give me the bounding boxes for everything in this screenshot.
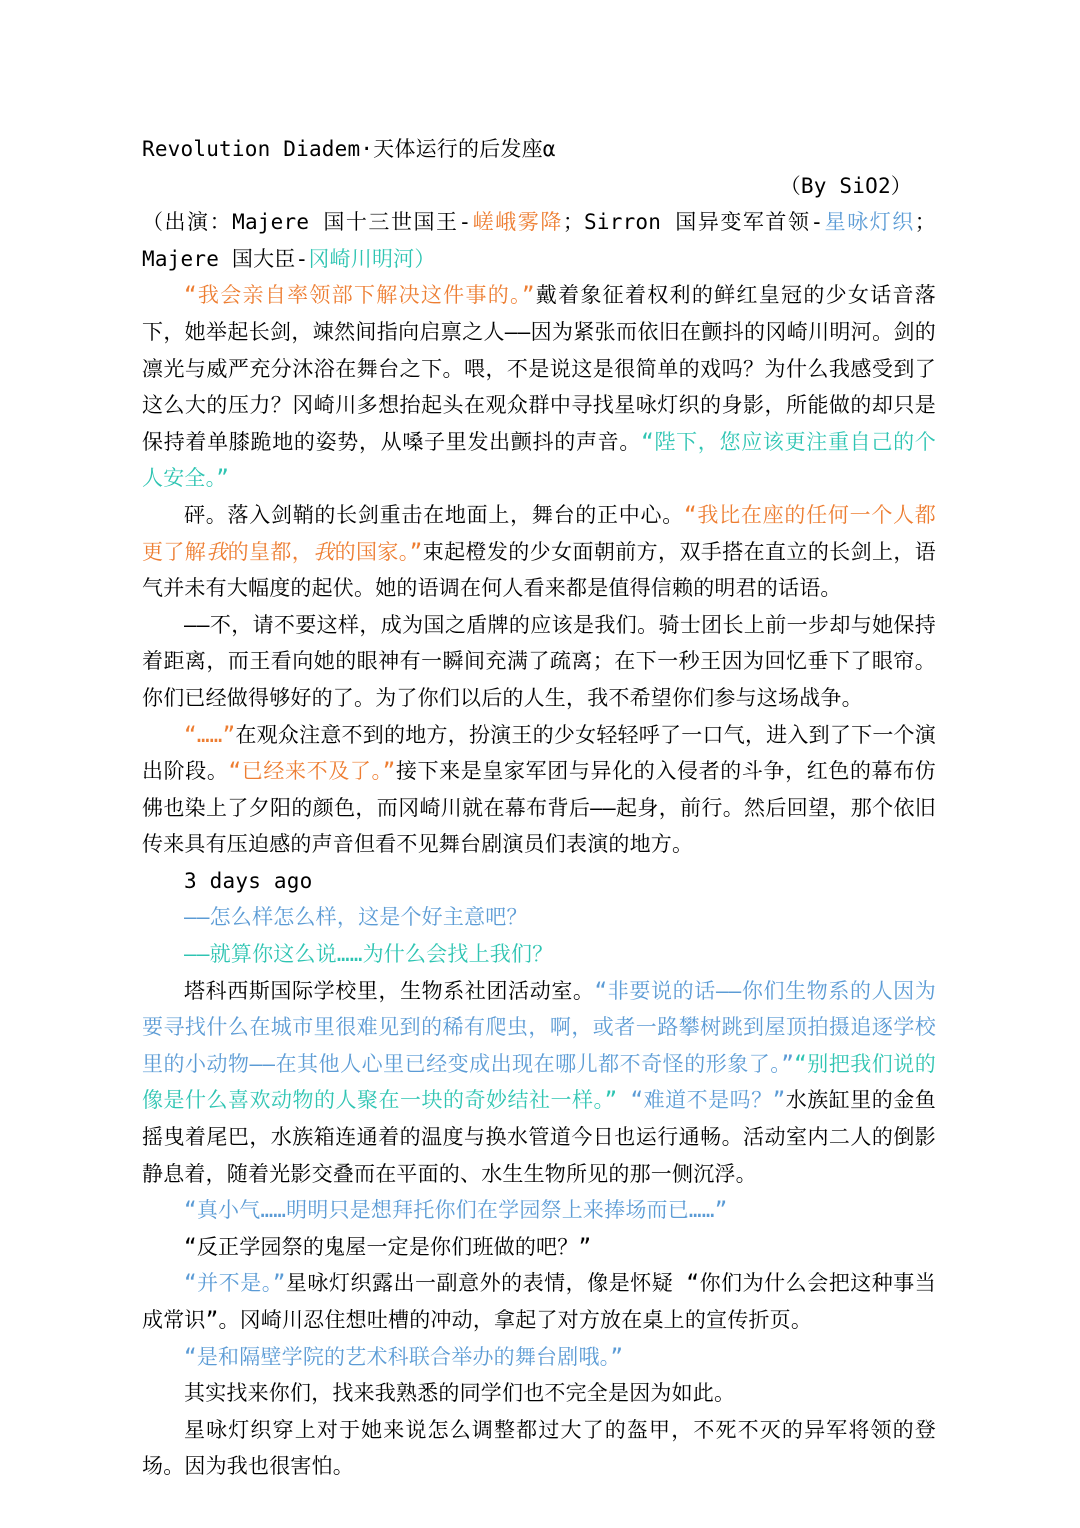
text-segment: “是和隔壁学院的艺术科联合举办的舞台剧哦。” <box>184 1344 624 1369</box>
dialogue-blue-2 <box>142 1192 936 1229</box>
text-segment: ——不，请不要这样，成为国之盾牌的应该是我们。骑士团长上前一步却与她保持着距离，而王看向她的眼神有一瞬间充满了疏离；在下一秒王因为回忆垂下了眼帘。你们已经做得够好的了。为了你们以后的人生，我不希望你们参与这场战争。 <box>142 612 936 710</box>
text-segment: 嵯峨雾降 <box>471 210 563 235</box>
text-segment: 在观众注意不到的地方，扮演王的少女轻轻呼了一口气，进入到了下一个演出阶段。 <box>142 722 936 784</box>
paragraph-clubroom <box>142 973 936 1193</box>
paragraph-final <box>142 1412 936 1485</box>
text-segment: “已经来不及了。” <box>228 759 396 784</box>
text-segment: 的国家。” <box>334 539 423 564</box>
cast-line <box>142 204 936 277</box>
text-segment: “并不是。” <box>184 1271 286 1296</box>
text-segment: ；Sirron 国异变军首领- <box>562 210 824 235</box>
text-segment: 束起橙发的少女面朝前方，双手搭在直立的长剑上，语气并未有大幅度的起伏。她的语调在何人看来都是值得信赖的明君的话语。 <box>142 539 936 601</box>
text-segment: 3 days ago <box>184 868 313 893</box>
text-segment: 星咏灯织穿上对于她来说怎么调整都过大了的盔甲，不死不灭的异军将领的登场。因为我也很害怕。 <box>142 1417 936 1479</box>
text-segment: “我会亲自率领部下解决这件事的。” <box>184 283 535 308</box>
text-segment: “我比在座的任何一个人都更了解 <box>142 502 936 564</box>
text-segment: “非要说的话——你们生物系的人因为要寻找什么在城市里很难见到的稀有爬虫，啊，或者一路攀树跳到屋顶拍摄追逐学校里的小动物——在其他人心里已经变成出现在哪儿都不奇怪的形象了。” <box>142 978 936 1076</box>
dialogue-black-1 <box>142 1229 936 1266</box>
text-segment: 的皇都， <box>227 539 314 564</box>
paragraph-reason <box>142 1375 936 1412</box>
text-segment: 冈崎川明河） <box>308 246 436 271</box>
text-segment: 戴着象征着权利的鲜红皇冠的少女话音落下，她举起长剑，竦然间指向启禀之人——因为紧张而依旧在颤抖的冈崎川明河。剑的凛光与威严充分沐浴在舞台之下。喂，不是说这是很简单的戏吗？为什么我感受到了这么大的压力？冈崎川多想抬起头在观众群中寻找星咏灯织的身影，所能做的却只是保持着单膝跪地的姿势，从嗓子里发出颤抖的声音。 <box>142 283 936 454</box>
paragraphs <box>142 204 936 1485</box>
text-segment: ；Majere 国大臣- <box>142 210 936 271</box>
text-segment: 星咏灯织 <box>823 210 915 235</box>
paragraph-stage-4 <box>142 717 936 863</box>
text-segment: “真小气……明明只是想拜托你们在学园祭上来捧场而已……” <box>184 1198 728 1223</box>
dialogue-teal-1 <box>142 936 936 973</box>
text-segment: 我 <box>206 539 228 564</box>
text-segment: “难道不是吗？” <box>617 1088 786 1113</box>
text-segment: ——怎么样怎么样，这是个好主意吧？ <box>184 905 528 930</box>
document-title: Revolution Diadem·天体运行的后发座α <box>142 137 556 161</box>
text-segment: “别把我们说的像是什么喜欢动物的人聚在一块的奇妙结社一样。” <box>142 1051 937 1113</box>
text-segment: 其实找来你们，找来我熟悉的同学们也不完全是因为如此。 <box>184 1381 736 1406</box>
paragraph-stage-2 <box>142 497 936 607</box>
text-segment: 水族缸里的金鱼摇曳着尾巴，水族箱连通着的温度与换水管道今日也运行通畅。活动室内二人的倒影静息着，随着光影交叠而在平面的、水生生物所见的那一侧沉浮。 <box>142 1088 937 1186</box>
dialogue-blue-3 <box>142 1339 936 1376</box>
timestamp-line <box>142 863 936 900</box>
paragraph-stage-3 <box>142 607 936 717</box>
text-segment: 接下来是皇家军团与异化的入侵者的斗争，红色的幕布仿佛也染上了夕阳的颜色，而冈崎川就在幕布背后——起身，前行。然后回望，那个依旧传来具有压迫感的声音但看不见舞台剧演员们表演的地方。 <box>142 759 937 857</box>
byline: （By SiO2） <box>779 173 912 198</box>
paragraph-denial <box>142 1265 936 1338</box>
text-segment: ——就算你这么说……为什么会找上我们？ <box>184 942 554 967</box>
text-segment: “反正学园祭的鬼屋一定是你们班做的吧？” <box>184 1234 592 1259</box>
text-segment: “……” <box>184 722 236 747</box>
paragraph-stage-1 <box>142 277 936 497</box>
text-segment: “陛下，您应该更注重自己的个人安全。” <box>142 429 936 491</box>
text-segment: 塔科西斯国际学校里，生物系社团活动室。 <box>184 978 595 1003</box>
text-segment: 砰。落入剑鞘的长剑重击在地面上，舞台的正中心。 <box>184 502 685 527</box>
dialogue-blue-1 <box>142 899 936 936</box>
text-segment: （出演：Majere 国十三世国王- <box>142 210 472 235</box>
text-segment: 我 <box>313 539 335 564</box>
text-segment: 星咏灯织露出一副意外的表情，像是怀疑 “你们为什么会把这种事当成常识”。冈崎川忍住想吐槽的冲动，拿起了对方放在桌上的宣传折页。 <box>142 1271 936 1332</box>
